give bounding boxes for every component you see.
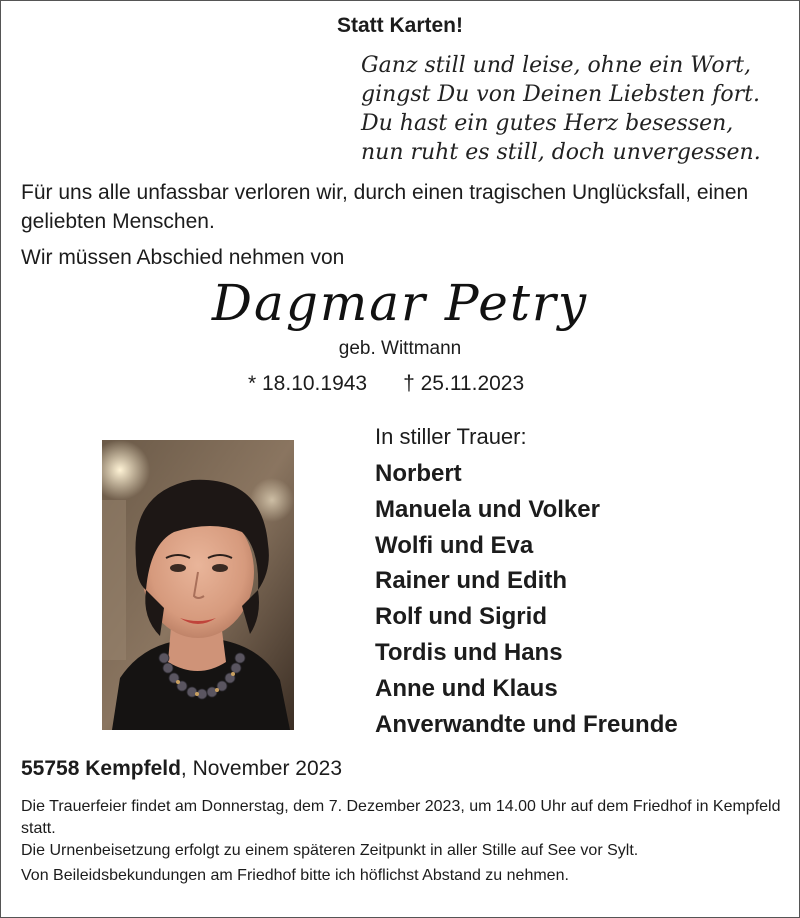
farewell-text: Wir müssen Abschied nehmen von xyxy=(21,246,345,269)
mourning-label: In stiller Trauer: xyxy=(375,424,527,449)
family-member: Anverwandte und Freunde xyxy=(375,710,678,738)
family-member: Manuela und Volker xyxy=(375,495,600,523)
family-member: Tordis und Hans xyxy=(375,638,563,666)
note-funeral: Die Trauerfeier findet am Donnerstag, dem 7. Dezember 2023, um 14.00 Uhr auf dem Friedhof in Kempfeld statt. xyxy=(21,798,781,837)
note-urn: Die Urnenbeisetzung erfolgt zu einem späteren Zeitpunkt in aller Stille auf See vor Sylt. xyxy=(21,842,639,859)
life-dates xyxy=(248,372,560,396)
intro-text: Für uns alle unfassbar verloren wir, durch einen tragischen Unglücksfall, einen geliebten Menschen. xyxy=(21,181,749,233)
deceased-name: Dagmar Petry xyxy=(211,274,589,332)
note-condolences: Von Beileidsbekundungen am Friedhof bitte ich höflichst Abstand zu nehmen. xyxy=(21,867,569,884)
family-member: Norbert xyxy=(375,460,462,487)
portrait-photo xyxy=(102,440,294,730)
poem xyxy=(361,51,761,167)
poem-line: gingst Du von Deinen Liebsten fort. xyxy=(361,82,760,107)
birth-date: * 18.10.1943 xyxy=(248,372,368,395)
family-member: Anne und Klaus xyxy=(375,674,558,702)
poem-line: Du hast ein gutes Herz besessen, xyxy=(361,111,734,136)
portrait-illustration xyxy=(102,440,294,730)
family-list xyxy=(375,456,678,742)
place-date-line xyxy=(21,757,342,781)
poem-line: nun ruht es still, doch unvergessen. xyxy=(361,140,761,165)
death-date: † 25.11.2023 xyxy=(403,372,525,395)
place-town: 55758 Kempfeld xyxy=(21,757,181,780)
poem-line: Ganz still und leise, ohne ein Wort, xyxy=(361,53,752,78)
header-title: Statt Karten! xyxy=(336,14,463,37)
family-member: Wolfi und Eva xyxy=(375,531,534,559)
notes xyxy=(21,796,781,887)
family-member: Rainer und Edith xyxy=(375,567,567,595)
place-date: , November 2023 xyxy=(180,757,343,780)
maiden-name: geb. Wittmann xyxy=(338,338,462,359)
family-member: Rolf und Sigrid xyxy=(375,603,547,631)
